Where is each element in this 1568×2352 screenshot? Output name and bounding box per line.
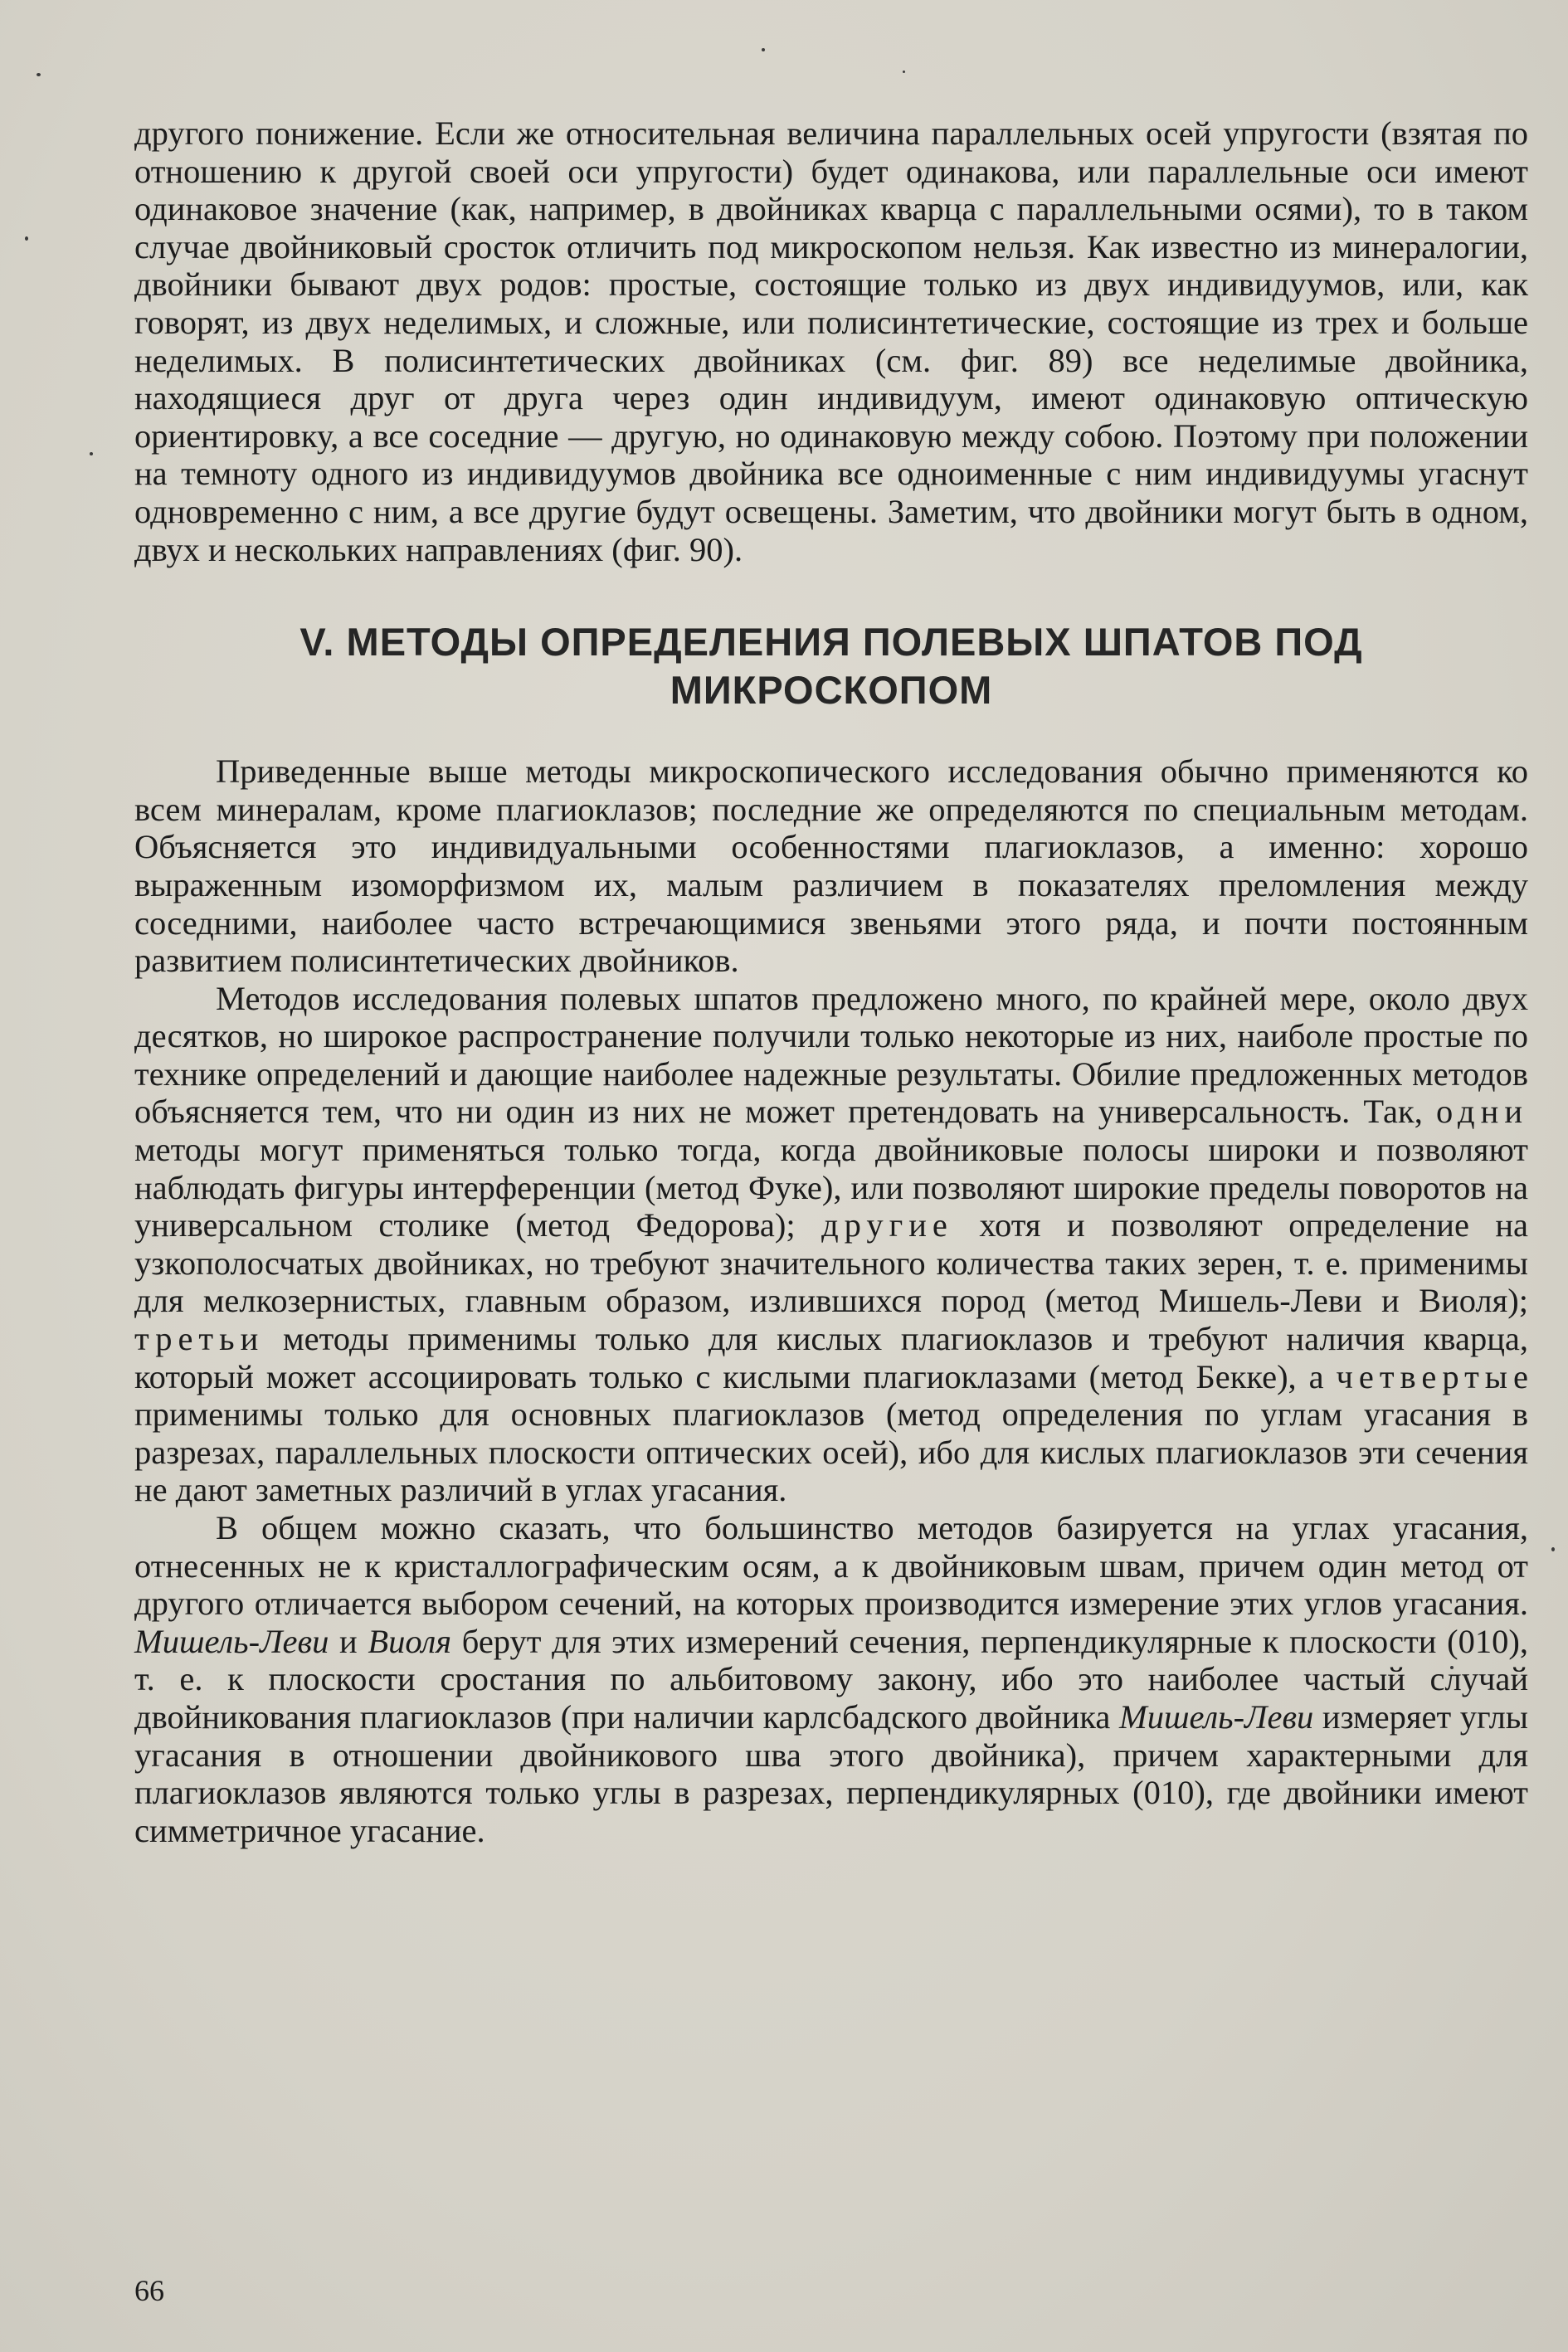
text-run: е применимы только для основных плагиоклазов (метод определения по углам угасания в разрезах, параллельных плоскости оптических осей), ибо для кислых плагиоклазов эти сечения не дают заметных различий в углах угасания. <box>134 1357 1528 1509</box>
paper-speck <box>25 236 28 241</box>
spaced-emphasis: одни <box>1435 1093 1528 1131</box>
page-number: 66 <box>134 2274 164 2307</box>
spaced-emphasis: третьи <box>134 1320 265 1358</box>
section-heading-line-2: МИКРОСКОПОМ <box>670 668 993 713</box>
text-run: хотя и позволяют определение на узкополосчатых двойниках, но требуют значительного количества таких зерен, т. е. применимы для мелкозернистых, главным образом, излившихся пород (метод Мишель-Леви и Виоля); <box>134 1206 1528 1320</box>
paper-speck <box>37 73 41 76</box>
text-run: измеряет углы угасания в отношении двойникового шва этого двойника), причем характерными для плагиоклазов являются только углы в разрезах, перпендикулярных (010), где двойники имеют симметричное угасание. <box>134 1697 1528 1849</box>
text-run: методы могут применяться только тогда, когда двойниковые полосы широки и позволяют наблюдать фигуры интерференции (метод Фуке), или позволяют широкие пределы поворотов на универсальном столике (метод Федорова); <box>134 1131 1528 1244</box>
section-heading <box>134 618 1528 714</box>
paragraph-methods-overview <box>134 980 1528 1509</box>
paragraph-extinction-angles <box>134 1509 1528 1849</box>
text-run: берут для этих измерений сечения, перпендикулярные к плоскости (010), т. е. к плоскости сростания по альбитовому закону, ибо это наиболее частый случай двойникования плагиоклазов (при наличии карлсбадского двойника <box>134 1622 1528 1736</box>
spaced-emphasis: другие <box>821 1206 953 1244</box>
text-run: методы применимы только для кислых плагиоклазов и требуют наличия кварца, который может ассоциировать только с кислыми плагиоклазами (метод Бекке), а <box>134 1320 1528 1395</box>
section-heading-line-1: V. МЕТОДЫ ОПРЕДЕЛЕНИЯ ПОЛЕВЫХ ШПАТОВ ПОД <box>299 620 1363 665</box>
text-run: другого понижение. Если же относительная величина параллельных осей упругости (взятая по отношению к другой своей оси упругости) будет одинакова, или параллельные оси имеют одинаковое значение (как, например, в двойниках кварца с параллельными осями), то в таком случае двойниковый сросток отличить под микроскопом нельзя. Как известно из минералогии, двойники бывают двух родов: простые, состоящие только из двух индивидуумов, или, как говорят, из двух неделимых, и сложные, или полисинтетические, состоящие из трех и больше неделимых. В полисинтетических двойниках (см. фиг. 89) все неделимые двойника, находящиеся друг от друга через один индивидуум, имеют одинаковую оптическую ориентировку, а все соседние — другую, но одинаковую между собою. Поэтому при положении на темноту одного из индивидуумов двойника все одноименные с ним индивидуумы угаснут одновременно с ним, а все другие будут освещены. Заметим, что двойники могут быть в одном, двух и нескольких направлениях (фиг. 90). <box>134 114 1528 568</box>
author-name: Виоля <box>368 1622 452 1660</box>
page-content <box>134 114 1528 1849</box>
paragraph-twinning <box>134 114 1528 568</box>
paper-speck <box>903 71 905 73</box>
text-run: Приведенные выше методы микроскопического исследования обычно применяются ко всем минералам, кроме плагиоклазов; последние же определяются по специальным методам. Объясняется это индивидуальными особенностями плагиоклазов, а именно: хорошо выраженным изоморфизмом их, малым различием в показателях преломления между соседними, наиболее часто встречающимися звеньями этого ряда, и почти постоянным развитием полисинтетических двойников. <box>134 752 1528 980</box>
paper-speck <box>1551 1547 1555 1551</box>
author-name: Мишель-Леви <box>134 1622 329 1660</box>
spaced-emphasis: четверты <box>1336 1357 1514 1395</box>
paper-speck <box>90 452 93 455</box>
text-run: и <box>329 1622 368 1660</box>
text-run: Методов исследования полевых шпатов предложено много, по крайней мере, около двух десятков, но широкое распространение получили только некоторые из них, наиболе простые по технике определений и дающие наиболее надежные результаты. Обилие предложенных методов объясняется тем, что ни один из них не может претендовать на универсальность. Так, <box>134 979 1528 1131</box>
author-name: Мишель-Леви <box>1118 1697 1314 1736</box>
paper-speck <box>762 48 765 51</box>
text-run: В общем можно сказать, что большинство методов базируется на углах угасания, отнесенных не к кристаллографическим осям, а к двойниковым швам, причем один метод от другого отличается выбором сечений, на которых производится измерение этих углов угасания. <box>134 1509 1528 1623</box>
paragraph-introduction <box>134 752 1528 980</box>
